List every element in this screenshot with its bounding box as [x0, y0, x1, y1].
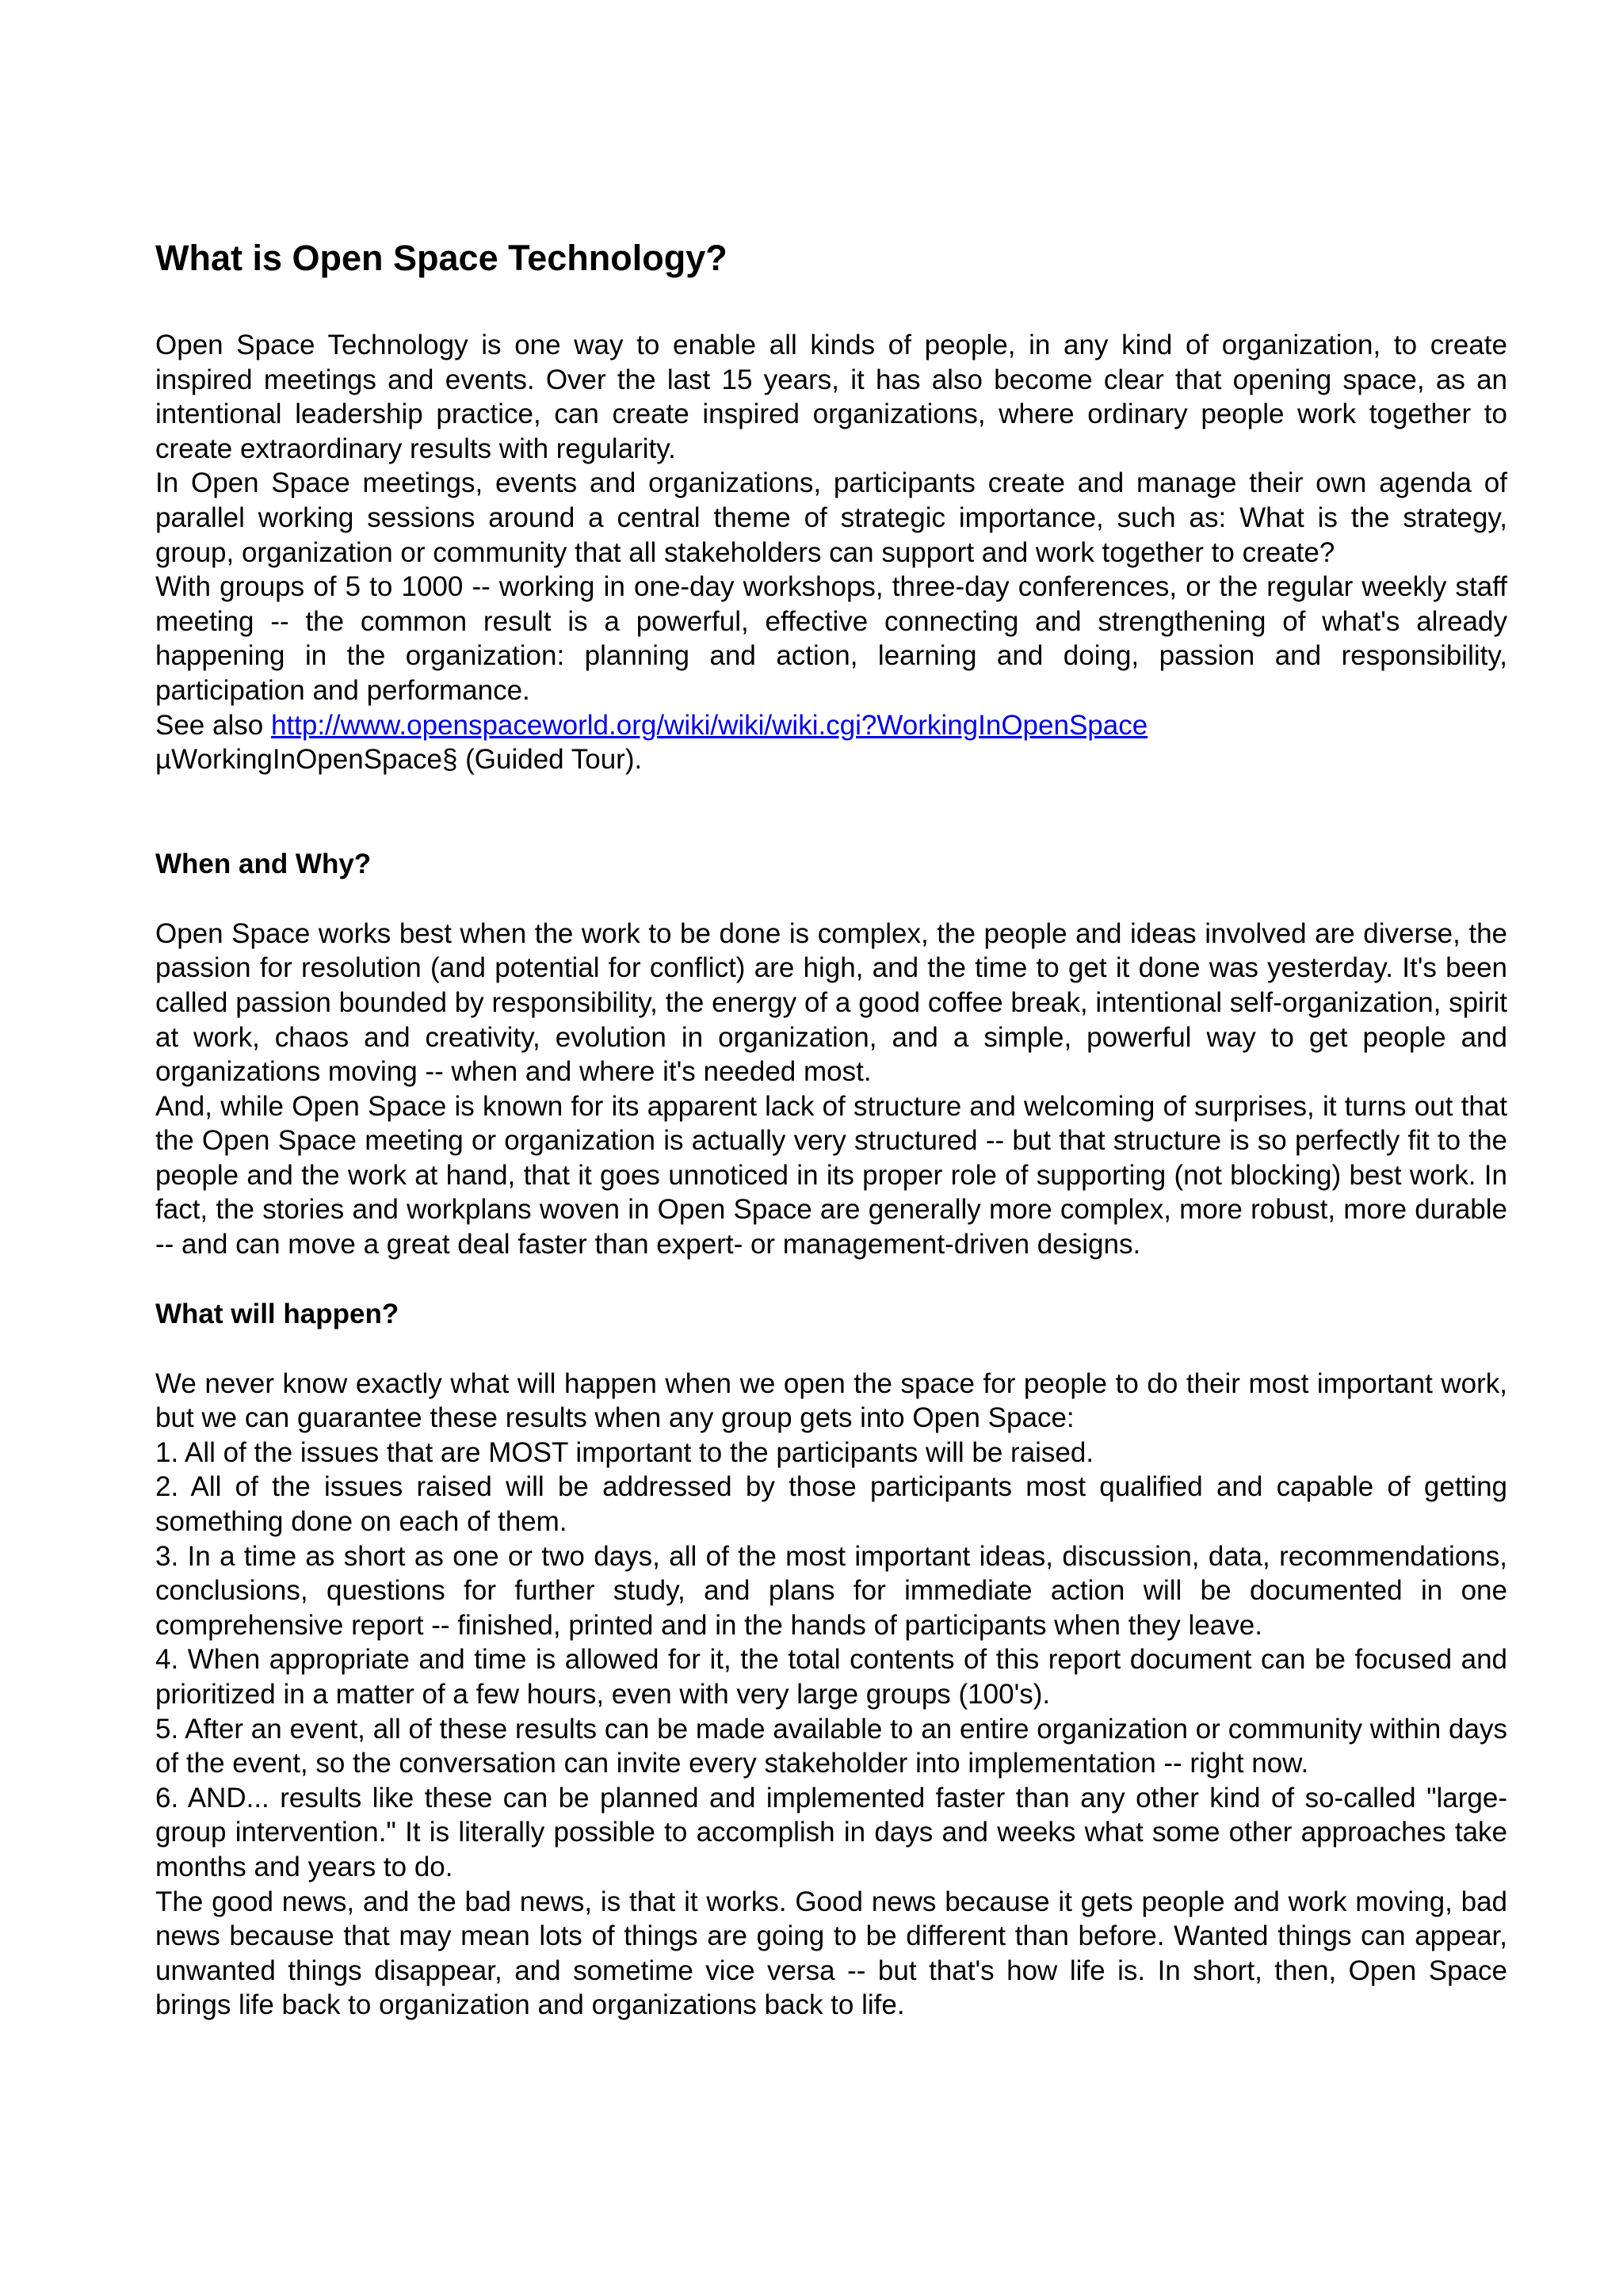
document-page [155, 233, 1507, 2023]
see-also-prefix: See also [155, 709, 271, 741]
intro-paragraph-2: In Open Space meetings, events and organizations, participants create and manage their own agenda of parallel working sessions around a central theme of strategic importance, such as: What is the strategy, group, organization or community that all stakeholders can support and work together to create? [155, 467, 1507, 568]
result-item-2: 2. All of the issues raised will be addressed by those participants most qualified and capable of getting something done on each of them. [155, 1471, 1507, 1538]
openspaceworld-link[interactable]: http://www.openspaceworld.org/wiki/wiki/wiki.cgi?WorkingInOpenSpace [270, 709, 1148, 741]
result-item-3: 3. In a time as short as one or two days, all of the most important ideas, discussion, data, recommendations, conclusions, questions for further study, and plans for immediate action will be documented in one comprehensive report -- finished, printed and in the hands of participants when they leave. [155, 1540, 1507, 1641]
when-why-paragraph-1: Open Space works best when the work to be done is complex, the people and ideas involved are diverse, the passion for resolution (and potential for conflict) are high, and the time to get it done was yesterday. It's been called passion bounded by responsibility, the energy of a good coffee break, intentional self-organization, spirit at work, chaos and creativity, evolution in organization, and a simple, powerful way to get people and organizations moving -- when and where it's needed most. [155, 917, 1507, 1088]
when-why-paragraph-2: And, while Open Space is known for its apparent lack of structure and welcoming of surprises, it turns out that the Open Space meeting or organization is actually very structured -- but that structure is so perfectly fit to the people and the work at hand, that it goes unnoticed in its proper role of supporting (not blocking) best work. In fact, the stories and workplans woven in Open Space are generally more complex, more robust, more durable -- and can move a great deal faster than expert- or management-driven designs. [155, 1090, 1507, 1261]
intro-paragraph-1: Open Space Technology is one way to enable all kinds of people, in any kind of organization, to create inspired meetings and events. Over the last 15 years, it has also become clear that opening space, as an intentional leadership practice, can create inspired organizations, where ordinary people work together to create extraordinary results with regularity. [155, 330, 1507, 464]
what-happen-intro: We never know exactly what will happen when we open the space for people to do their most important work, but we can guarantee these results when any group gets into Open Space: [155, 1367, 1507, 1434]
result-item-6: 6. AND... results like these can be planned and implemented faster than any other kind of so-called "large-group intervention." It is literally possible to accomplish in days and weeks what some other approaches take months and years to do. [155, 1782, 1507, 1882]
result-item-4: 4. When appropriate and time is allowed for it, the total contents of this report document can be focused and prioritized in a matter of a few hours, even with very large groups (100's). [155, 1644, 1507, 1710]
what-happen-heading: What will happen? [155, 1298, 399, 1329]
result-item-5: 5. After an event, all of these results can be made available to an entire organization or community within days of the event, so the conversation can invite every stakeholder into implementation -- right now. [155, 1713, 1507, 1779]
intro-paragraph-3: With groups of 5 to 1000 -- working in one-day workshops, three-day conferences, or the regular weekly staff meeting -- the common result is a powerful, effective connecting and strengthening of what's already happening in the organization: planning and action, learning and doing, passion and responsibility, participation and performance. [155, 571, 1507, 706]
closing-paragraph: The good news, and the bad news, is that it works. Good news because it gets people and work moving, bad news because that may mean lots of things are going to be different than before. Wanted things can appear, unwanted things disappear, and sometime vice versa -- but that's how life is. In short, then, Open Space brings life back to organization and organizations back to life. [155, 1886, 1507, 2021]
when-why-section [155, 847, 1507, 1262]
section-spacer [155, 777, 1507, 847]
guided-tour-line: µWorkingInOpenSpace§ (Guided Tour). [155, 744, 643, 776]
when-why-heading: When and Why? [155, 848, 372, 879]
section-spacer [155, 1262, 1507, 1297]
see-also-line [155, 708, 1507, 743]
page-title: What is Open Space Technology? [155, 238, 727, 278]
intro-section [155, 328, 1507, 777]
result-item-1: 1. All of the issues that are MOST important to the participants will be raised. [155, 1436, 1094, 1468]
what-happen-section [155, 1297, 1507, 2023]
